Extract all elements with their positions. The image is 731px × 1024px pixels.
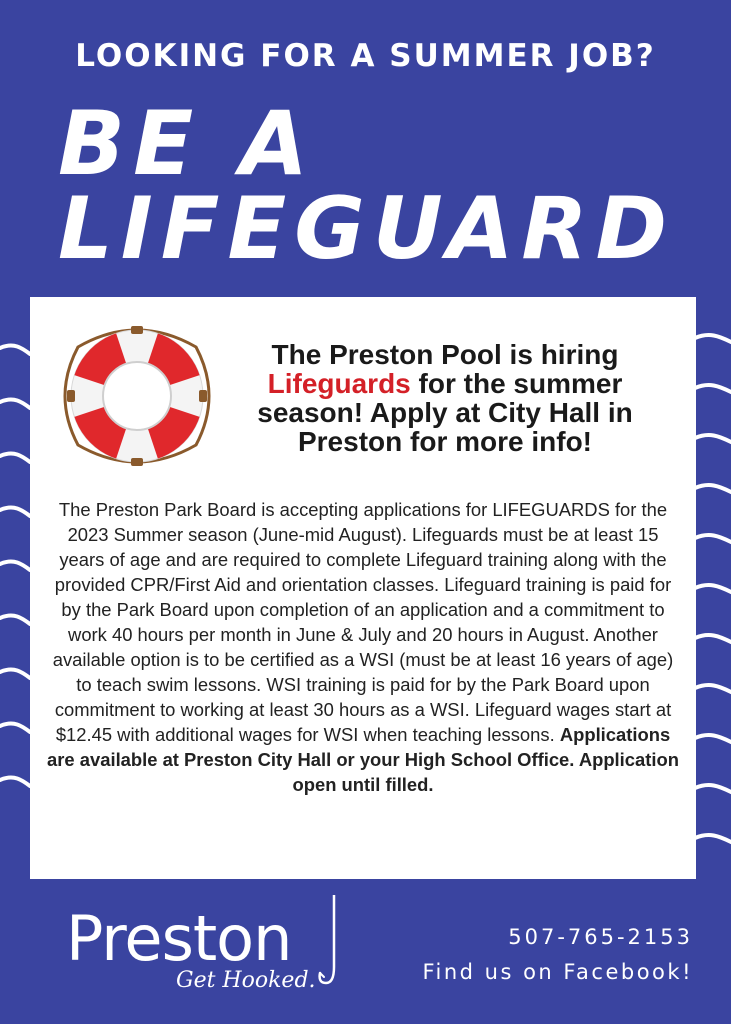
kicker-heading: LOOKING FOR A SUMMER JOB?: [75, 38, 656, 74]
right-wave-decoration: [691, 330, 731, 870]
application-info: Applications are available at Preston City Hall or your High School Office. Application open until filled.: [47, 724, 679, 795]
info-card: [30, 297, 696, 879]
fish-hook-icon: [318, 895, 348, 990]
headline-lifeguard: LIFEGUARD: [58, 179, 676, 279]
job-description: [44, 497, 682, 797]
hiring-text-start: The Preston Pool is hiring: [271, 339, 619, 370]
job-description-text: The Preston Park Board is accepting applications for LIFEGUARDS for the 2023 Summer season (June-mid August). Lifeguards must be at least 15 years of age and are required to complete Lifeguard training along with the provided CPR/First Aid and orientation classes. Lifeguard training is paid for by the Park Board upon completion of an application and a commitment to work 40 hours per month in June & July and 20 hours in August. Another available option is to be certified as a WSI (must be at least 16 years of age) to teach swim lessons. WSI training is paid for by the Park Board upon commitment to working at least 30 hours as a WSI. Lifeguard wages start at $12.45 with additional wages for WSI when teaching lessons.: [52, 499, 674, 745]
phone-number: 507-765-2153: [508, 925, 693, 949]
preston-logo: Preston: [66, 902, 292, 975]
lifeguards-highlight: Lifeguards: [267, 368, 411, 399]
hiring-announcement: [225, 340, 665, 456]
left-wave-decoration: [0, 330, 34, 850]
facebook-callout: Find us on Facebook!: [422, 960, 693, 984]
life-ring-icon: [58, 317, 216, 475]
headline-be-a: BE A: [58, 92, 316, 195]
hiring-text-end: for the summer season! Apply at City Hall in Preston for more info!: [257, 368, 633, 457]
logo-tagline: Get Hooked.: [176, 968, 316, 993]
